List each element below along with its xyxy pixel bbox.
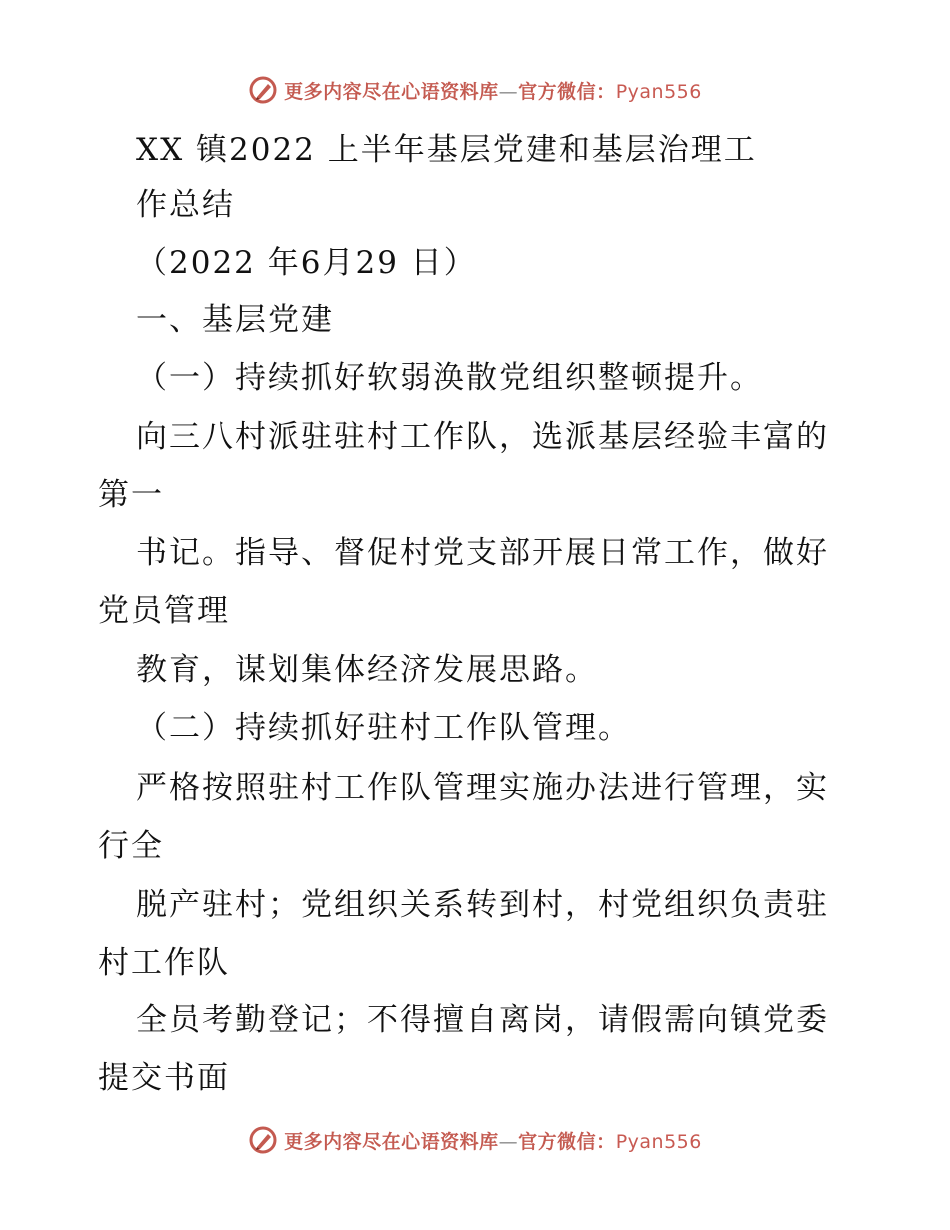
document-date: （2022 年6月29 日） (136, 245, 477, 281)
paragraph-line: 脱产驻村；党组织关系转到村，村党组织负责驻 (136, 887, 829, 923)
pen-logo-icon (248, 1125, 278, 1155)
footer-banner (0, 1120, 950, 1160)
paragraph-line: 村工作队 (98, 945, 230, 981)
paragraph-line: 提交书面 (98, 1060, 230, 1096)
paragraph-line: 行全 (98, 828, 164, 864)
paragraph-line: 第一 (98, 477, 164, 513)
paragraph-line: 严格按照驻村工作队管理实施办法进行管理，实 (136, 770, 829, 806)
paragraph-line: 教育，谋划集体经济发展思路。 (136, 652, 598, 688)
section-heading: 一、基层党建 (136, 302, 334, 338)
document-title-line-1: XX 镇2022 上半年基层党建和基层治理工 (136, 132, 757, 168)
document-title-line-2: 作总结 (136, 187, 235, 223)
pen-logo-icon (248, 75, 278, 105)
paragraph-line: 全员考勤登记；不得擅自离岗，请假需向镇党委 (136, 1002, 829, 1038)
paragraph-line: 党员管理 (98, 593, 230, 629)
banner-text: 更多内容尽在心语资料库—官方微信：Pyan556 (284, 80, 702, 103)
header-banner (0, 70, 950, 110)
paragraph-line: 向三八村派驻驻村工作队，选派基层经验丰富的 (136, 419, 829, 455)
subsection-heading: （二）持续抓好驻村工作队管理。 (136, 710, 631, 746)
banner-text: 更多内容尽在心语资料库—官方微信：Pyan556 (284, 1130, 702, 1153)
paragraph-line: 书记。指导、督促村党支部开展日常工作，做好 (136, 535, 829, 571)
subsection-heading: （一）持续抓好软弱涣散党组织整顿提升。 (136, 360, 763, 396)
